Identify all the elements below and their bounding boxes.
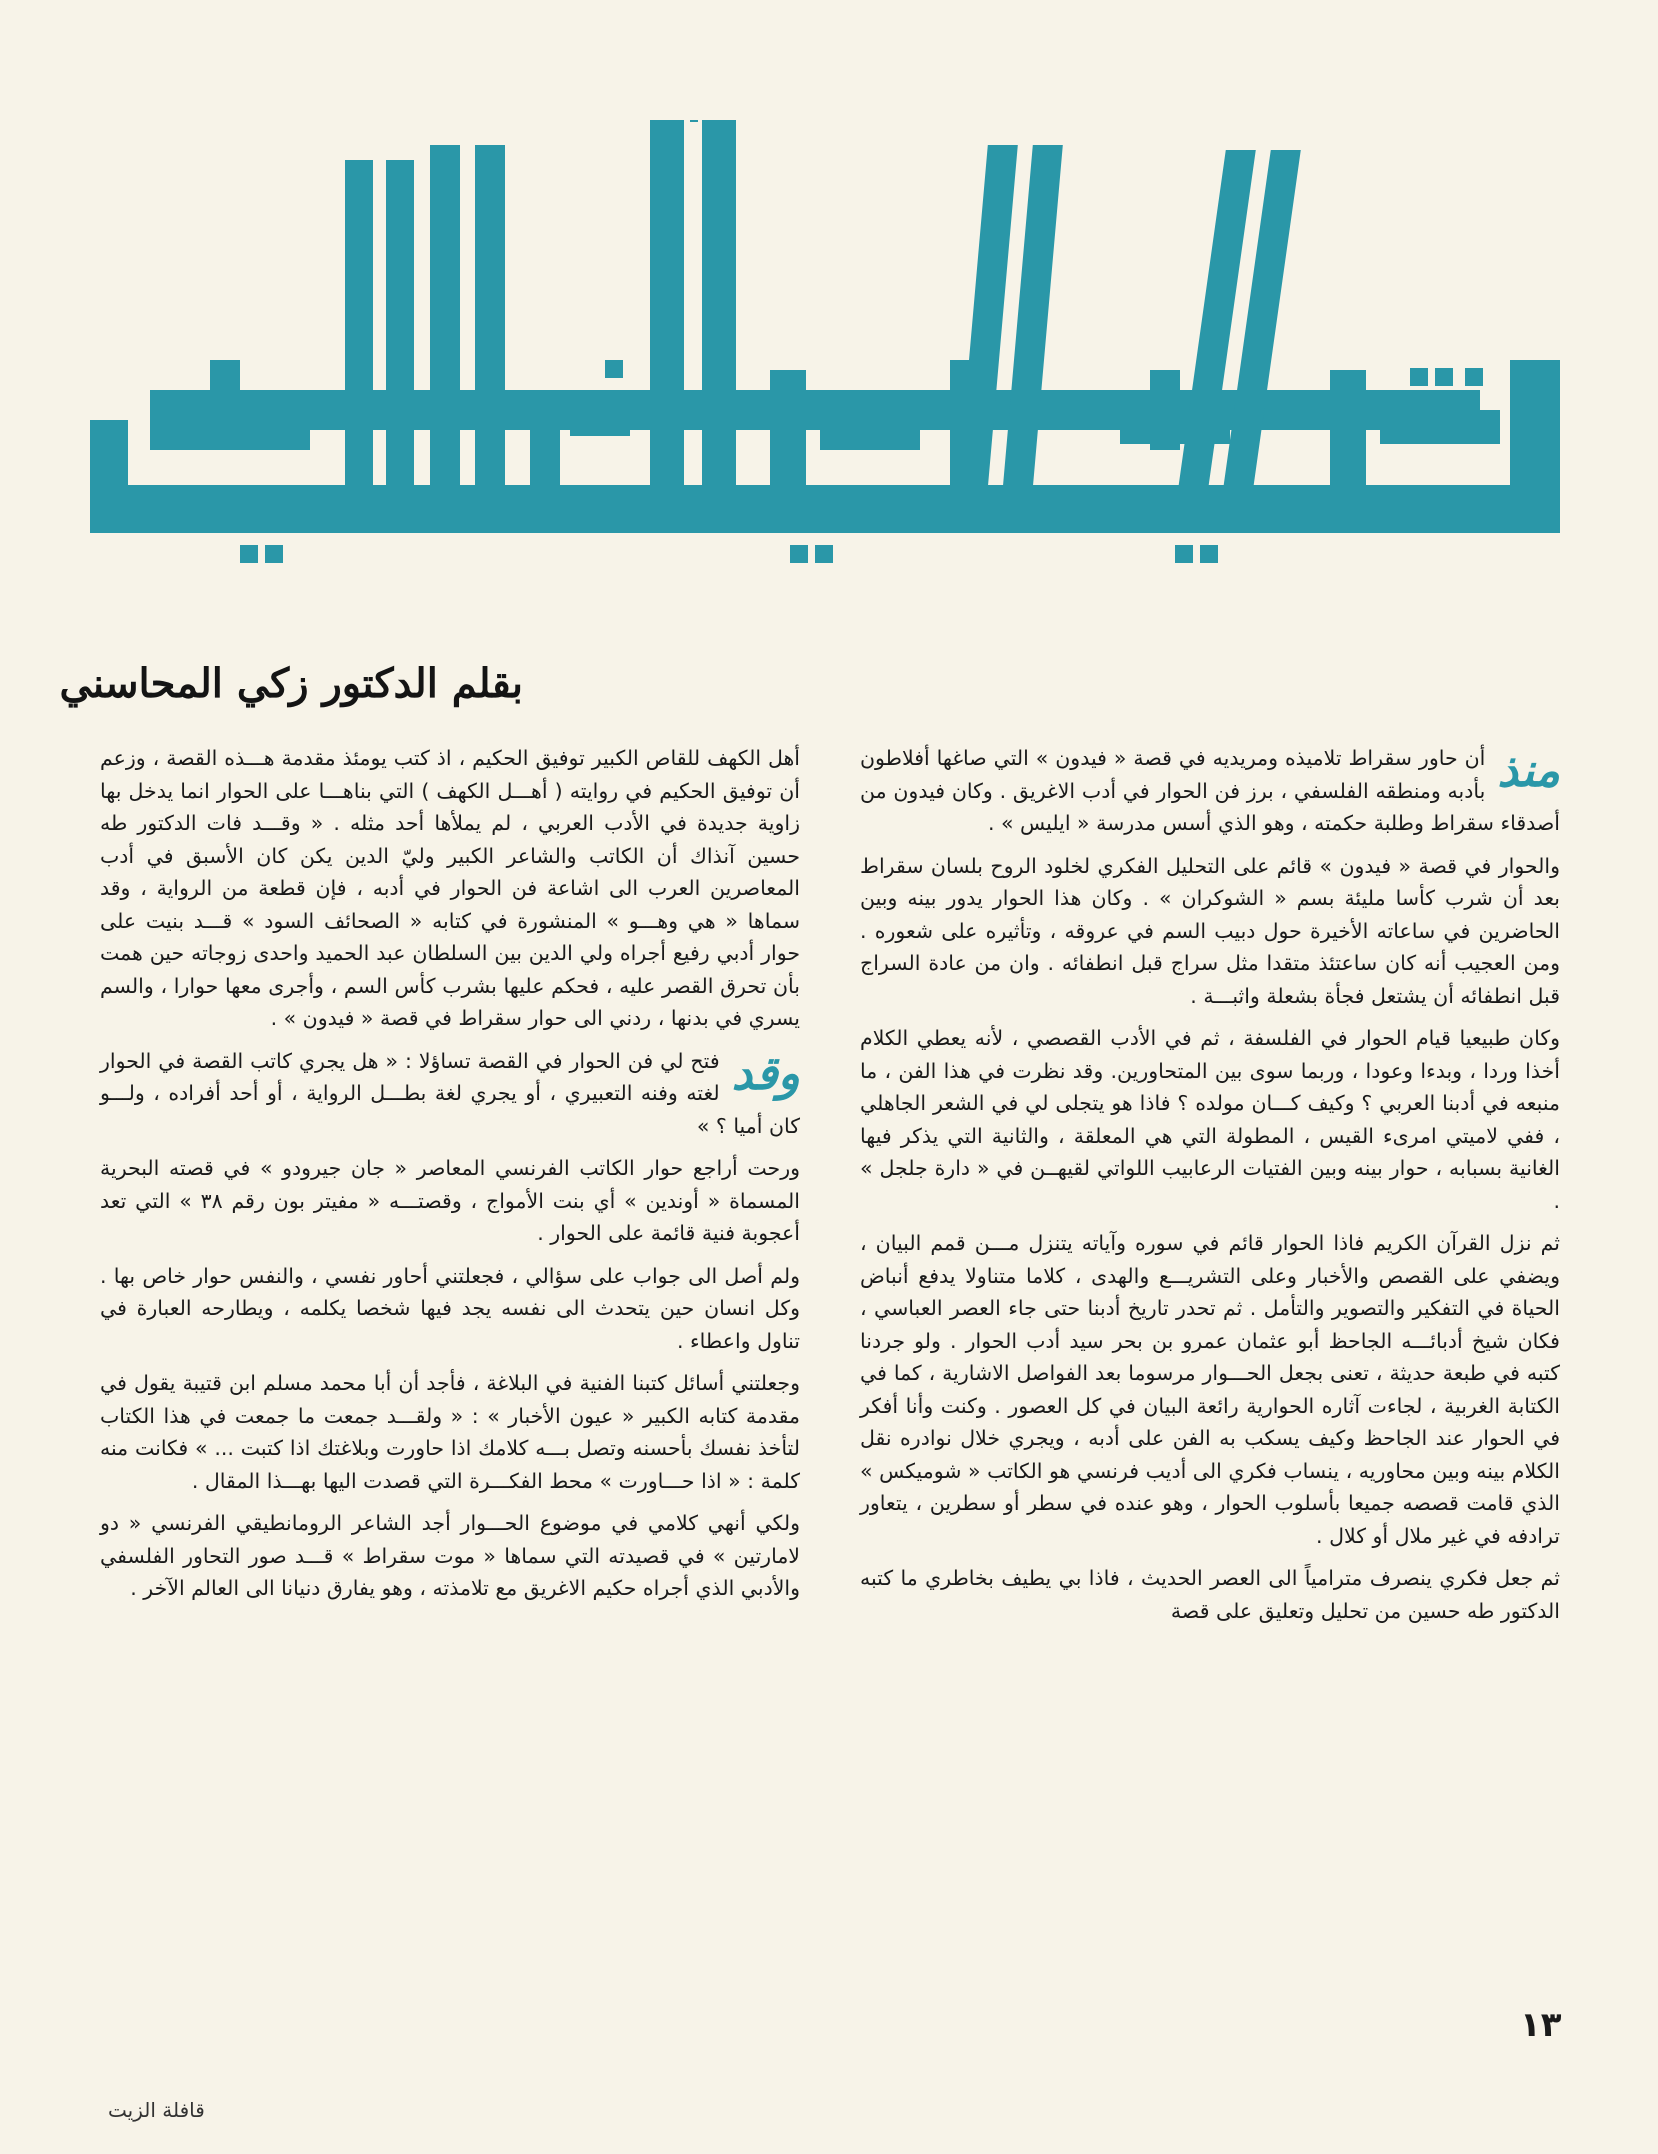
page-number: ١٣ <box>1520 2005 1562 2045</box>
paragraph: والحوار في قصة « فيدون » قائم على التحليل الفكري لخلود الروح بلسان سقراط بعد أن شرب كأسا مليئة بسم « الشوكران » . وكان هذا الحوار يدور بينه وبين الحاضرين في ساعاته الأخيرة حول دبيب السم في عروقه ، وتأثيره على شعوره . ومن العجيب أنه كان ساعتئذ متقدا مثل سراج قبل انطفائه . وان من عادة السراج قبل انطفائه أن يشتعل فجأة بشعلة واثبـــة . <box>860 853 1560 1008</box>
drop-cap-word: وقد <box>731 1045 800 1100</box>
paragraph: وكان طبيعيا قيام الحوار في الفلسفة ، ثم في الأدب القصصي ، لأنه يعطي الكلام أخذا وردا ، وبدءا وعودا ، وربما سوى بين المتحاورين. وقد نظرت في هذا الفن ، ما منبعه في أدبنا العربي ؟ وكيف كـــان مولده ؟ فاذا هو يتجلى لي في الشعر الجاهلي ، ففي لاميتي امرىء القيس ، المطولة التي هي المعلقة ، والثانية التي يذكر فيها الغانية بسبابه ، حوار بينه وبين الفتيات الرعابيب اللواتي لقيهــن في « دارة جلجل » . <box>860 1026 1560 1213</box>
headline-art <box>90 120 1560 590</box>
paragraph: وجعلتني أسائل كتبنا الفنية في البلاغة ، فأجد أن أبا محمد مسلم ابن قتيبة يقول في مقدمة كتابه الكبير « عيون الأخبار » : « ولقـــد جمعت ما جمعت في هذا الكتاب لتأخذ نفسك بأحسنه وتصل بـــه كلامك اذا حاورت وبلاغتك اذا كتبت ... » فكانت منه كلمة : « اذا حـــاورت » محط الفكـــرة التي قصدت اليها بهـــذا المقال . <box>100 1371 800 1493</box>
paragraph: وقد فتح لي فن الحوار في القصة تساؤلا : « هل يجري كاتب القصة في الحوار لغته وفنه التعبيري ، أو يجري لغة بطـــل الرواية ، أو أحد أفراده ، ولـــو كان أميا ؟ » <box>100 1045 800 1138</box>
author-byline: بقلم الدكتور زكي المحاسني <box>59 660 523 707</box>
article-column-right <box>860 742 1560 1637</box>
drop-cap-word: منذ <box>1497 743 1560 797</box>
paragraph: ثم نزل القرآن الكريم فاذا الحوار قائم في سوره وآياته يتنزل مـــن قمم البيان ، ويضفي على القصص والأخبار وعلى التشريـــع والهدى ، كلاما متناولا يدفع أنباض الحياة في التفكير والتصوير والتأمل . ثم تحدر تاريخ أدبنا حتى جاء العصر العباسي ، فكان شيخ أدبائـــه الجاحظ أبو عثمان عمرو بن بحر سيد أدب الحوار . ولو جردنا كتبه في طبعة حديثة ، تعنى بجعل الحـــوار مرسوما بعد الفواصل الاشارية ، كما في الكتابة الغربية ، لجاءت آثاره الحوارية رائعة البيان في كل العصور . وكنت وأنا أفكر في الحوار عند الجاحظ وكيف يسكب به الفن على أدبه ، ويجري خلال نوادره نقل الكلام بينه وبين محاوريه ، ينساب فكري الى أديب فرنسي هو الكاتب « شوميكس » الذي قامت قصصه جميعا بأسلوب الحوار ، وهو عنده في سطر أو سطرين ، يتعاور ترادفه في غير ملال أو كلال . <box>860 1231 1560 1548</box>
paragraph: ولكي أنهي كلامي في موضوع الحـــوار أجد الشاعر الرومانطيقي الفرنسي « دو لامارتين » في قصيدته التي سماها « موت سقراط » قـــد صور التحاور الفلسفي والأدبي الذي أجراه حكيم الاغريق مع تلامذته ، وهو يفارق دنيانا الى العالم الآخر . <box>100 1511 800 1600</box>
paragraph: ولم أصل الى جواب على سؤالي ، فجعلتني أحاور نفسي ، والنفس حوار خاص بها . وكل انسان حين يتحدث الى نفسه يجد فيها شخصا يكلمه ، ويطارحه العبارة في تناول واعطاء . <box>100 1263 800 1353</box>
paragraph: ورحت أراجع حوار الكاتب الفرنسي المعاصر « جان جيرودو » في قصته البحرية المسماة « أوندين » أي بنت الأمواج ، وقصتـــه « مفيتر بون رقم ٣٨ » التي تعد أعجوبة فنية قائمة على الحوار . <box>100 1156 800 1245</box>
magazine-footer-title: قافلة الزيت <box>108 2098 205 2122</box>
article-column-left <box>100 742 800 1615</box>
paragraph: منذ أن حاور سقراط تلاميذه ومريديه في قصة « فيدون » التي صاغها أفلاطون بأدبه ومنطقه الفلسفي ، برز فن الحوار في أدب الاغريق . وكان فيدون من أصدقاء سقراط وطلبة حكمته ، وهو الذي أسس مدرسة « ايليس » . <box>860 743 1560 835</box>
paragraph: ثم جعل فكري ينصرف مترامياً الى العصر الحديث ، فاذا بي يطيف بخاطري ما كتبه الدكتور طه حسين من تحليل وتعليق على قصة <box>860 1566 1560 1623</box>
paragraph: أهل الكهف للقاص الكبير توفيق الحكيم ، اذ كتب يومئذ مقدمة هـــذه القصة ، وزعم أن توفيق الحكيم في روايته ( أهـــل الكهف ) التي بناهـــا على الحوار انما يدخل بها زاوية جديدة في الأدب العربي ، لم يملأها أحد مثله . « وقـــد فات الدكتور طه حسين آنذاك أن الكاتب والشاعر الكبير وليّ الدين يكن كان الأسبق في أدب المعاصرين العرب الى اشاعة فن الحوار في أدبه ، فإن قطعة من الرواية ، وقد سماها « هي وهـــو » المنشورة في كتابه « الصحائف السود » قـــد بنيت على حوار أدبي رفيع أجراه ولي الدين بين السلطان عبد الحميد واحدى زوجاته حين همت بأن تحرق القصر عليه ، فحكم عليها بشرب كأس السم ، وأجرى معها حوارا ، والسم يسري في بدنها ، ردني الى حوار سقراط في قصة « فيدون » . <box>100 746 800 1030</box>
